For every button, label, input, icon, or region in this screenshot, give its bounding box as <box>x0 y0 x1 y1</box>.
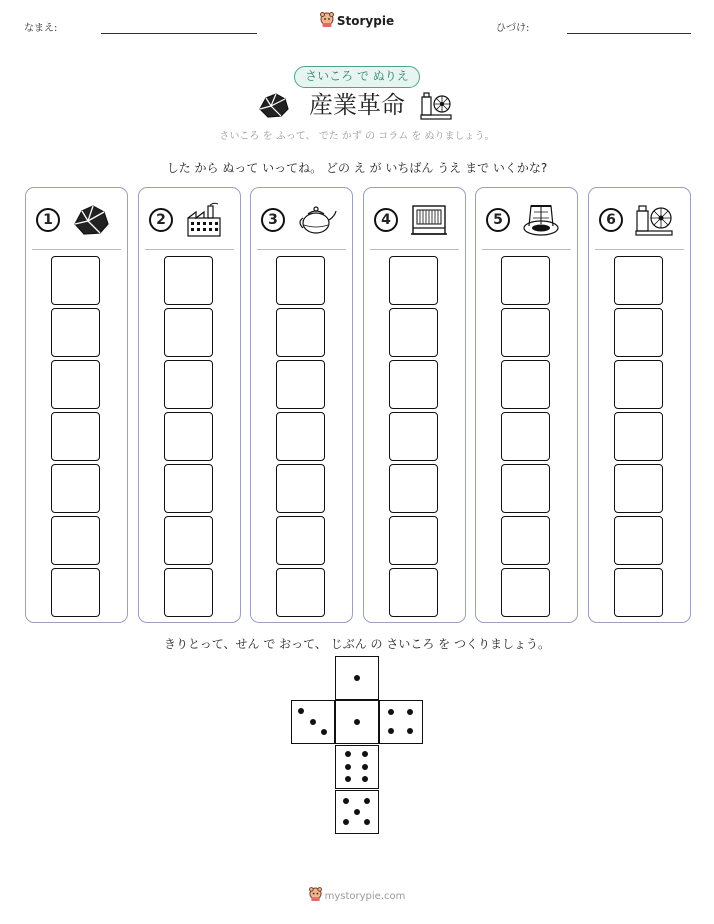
coloring-box[interactable] <box>614 568 663 617</box>
column-divider <box>370 249 459 250</box>
title-row <box>0 88 714 124</box>
die-pip <box>345 764 351 770</box>
die-pip <box>345 776 351 782</box>
coloring-box[interactable] <box>51 412 100 461</box>
die-pip <box>364 819 370 825</box>
coloring-box[interactable] <box>389 256 438 305</box>
brand-name: Storypie <box>336 14 395 28</box>
coloring-box[interactable] <box>51 360 100 409</box>
column-number: 1 <box>36 208 60 232</box>
column-number: 4 <box>374 208 398 232</box>
coloring-box[interactable] <box>51 568 100 617</box>
loom-icon <box>409 202 449 242</box>
worksheet-type-pill: さいころ で ぬりえ <box>294 66 420 88</box>
steam-engine-icon <box>420 91 452 125</box>
coloring-box[interactable] <box>501 464 550 513</box>
column-2 <box>138 187 241 623</box>
die-pip <box>362 776 368 782</box>
coloring-box[interactable] <box>276 464 325 513</box>
column-divider <box>595 249 684 250</box>
coloring-box[interactable] <box>614 412 663 461</box>
instruction: した から ぬって いってね。 どの え が いちばん うえ まで いくかな? <box>166 161 548 175</box>
coloring-box[interactable] <box>614 256 663 305</box>
name-line[interactable] <box>101 33 257 34</box>
column-divider <box>482 249 571 250</box>
coloring-box[interactable] <box>614 516 663 565</box>
column-divider <box>145 249 234 250</box>
die-pip <box>343 819 349 825</box>
teapot-icon <box>296 202 338 242</box>
factory-icon <box>184 202 224 242</box>
column-header <box>476 202 577 242</box>
cut-instruction: きりとって、せん で おって、 じぶん の さいころ を つくりましょう。 <box>164 637 550 651</box>
coloring-box[interactable] <box>501 412 550 461</box>
die-pip <box>354 719 360 725</box>
column-1 <box>25 187 128 623</box>
die-face-4 <box>379 700 423 744</box>
die-pip <box>388 709 394 715</box>
coloring-box[interactable] <box>276 516 325 565</box>
date-line[interactable] <box>567 33 691 34</box>
column-divider <box>257 249 346 250</box>
coloring-box[interactable] <box>501 308 550 357</box>
die-pip <box>362 764 368 770</box>
steam-engine-icon <box>634 202 674 242</box>
column-header <box>139 202 240 242</box>
storypie-mascot-icon <box>320 12 334 31</box>
die-face-1 <box>335 700 379 744</box>
footer-url[interactable]: mystorypie.com <box>324 891 406 902</box>
coloring-box[interactable] <box>389 412 438 461</box>
die-pip <box>354 675 360 681</box>
coloring-box[interactable] <box>276 256 325 305</box>
column-number: 6 <box>599 208 623 232</box>
die-pip <box>298 708 304 714</box>
coloring-box[interactable] <box>501 360 550 409</box>
coloring-box[interactable] <box>614 360 663 409</box>
die-pip <box>345 751 351 757</box>
die-pip <box>354 809 360 815</box>
column-number: 5 <box>486 208 510 232</box>
column-header <box>589 202 690 242</box>
column-header <box>26 202 127 242</box>
name-label: なまえ: <box>24 23 58 34</box>
coloring-box[interactable] <box>389 464 438 513</box>
footer <box>0 887 714 905</box>
page-title: 産業革命 <box>309 91 405 119</box>
coloring-box[interactable] <box>51 516 100 565</box>
subtitle: さいころ を ふって、 でた かず の コラム を ぬりましょう。 <box>219 131 495 142</box>
coloring-box[interactable] <box>164 256 213 305</box>
coloring-box[interactable] <box>164 464 213 513</box>
die-pip <box>407 728 413 734</box>
column-6 <box>588 187 691 623</box>
brand-logo <box>0 12 714 31</box>
coloring-box[interactable] <box>501 516 550 565</box>
die-face-5 <box>335 790 379 834</box>
coal-icon <box>71 202 111 242</box>
coloring-box[interactable] <box>164 568 213 617</box>
die-pip <box>364 798 370 804</box>
coloring-box[interactable] <box>164 516 213 565</box>
column-header <box>364 202 465 242</box>
die-pip <box>388 728 394 734</box>
coloring-box[interactable] <box>164 308 213 357</box>
die-pip <box>310 719 316 725</box>
coloring-box[interactable] <box>51 256 100 305</box>
die-pip <box>321 729 327 735</box>
coloring-box[interactable] <box>51 308 100 357</box>
die-face-1 <box>335 656 379 700</box>
die-face-3 <box>291 700 335 744</box>
coloring-box[interactable] <box>614 464 663 513</box>
mine-shaft-icon <box>521 202 561 242</box>
coloring-box[interactable] <box>389 360 438 409</box>
column-number: 2 <box>149 208 173 232</box>
column-3 <box>250 187 353 623</box>
coloring-box[interactable] <box>164 412 213 461</box>
die-pip <box>362 751 368 757</box>
coloring-box[interactable] <box>389 308 438 357</box>
coloring-box[interactable] <box>51 464 100 513</box>
coloring-box[interactable] <box>389 516 438 565</box>
coloring-box[interactable] <box>164 360 213 409</box>
date-label: ひづけ: <box>496 23 530 34</box>
column-number: 3 <box>261 208 285 232</box>
column-header <box>251 202 352 242</box>
storypie-mascot-icon <box>309 887 322 905</box>
coloring-box[interactable] <box>501 256 550 305</box>
coloring-box[interactable] <box>614 308 663 357</box>
coal-icon <box>257 90 291 124</box>
coloring-box[interactable] <box>501 568 550 617</box>
column-divider <box>32 249 121 250</box>
coloring-box[interactable] <box>389 568 438 617</box>
die-pip <box>407 709 413 715</box>
die-face-6 <box>335 745 379 789</box>
column-4 <box>363 187 466 623</box>
coloring-box[interactable] <box>276 308 325 357</box>
coloring-box[interactable] <box>276 412 325 461</box>
coloring-box[interactable] <box>276 360 325 409</box>
die-pip <box>343 798 349 804</box>
coloring-box[interactable] <box>276 568 325 617</box>
column-5 <box>475 187 578 623</box>
